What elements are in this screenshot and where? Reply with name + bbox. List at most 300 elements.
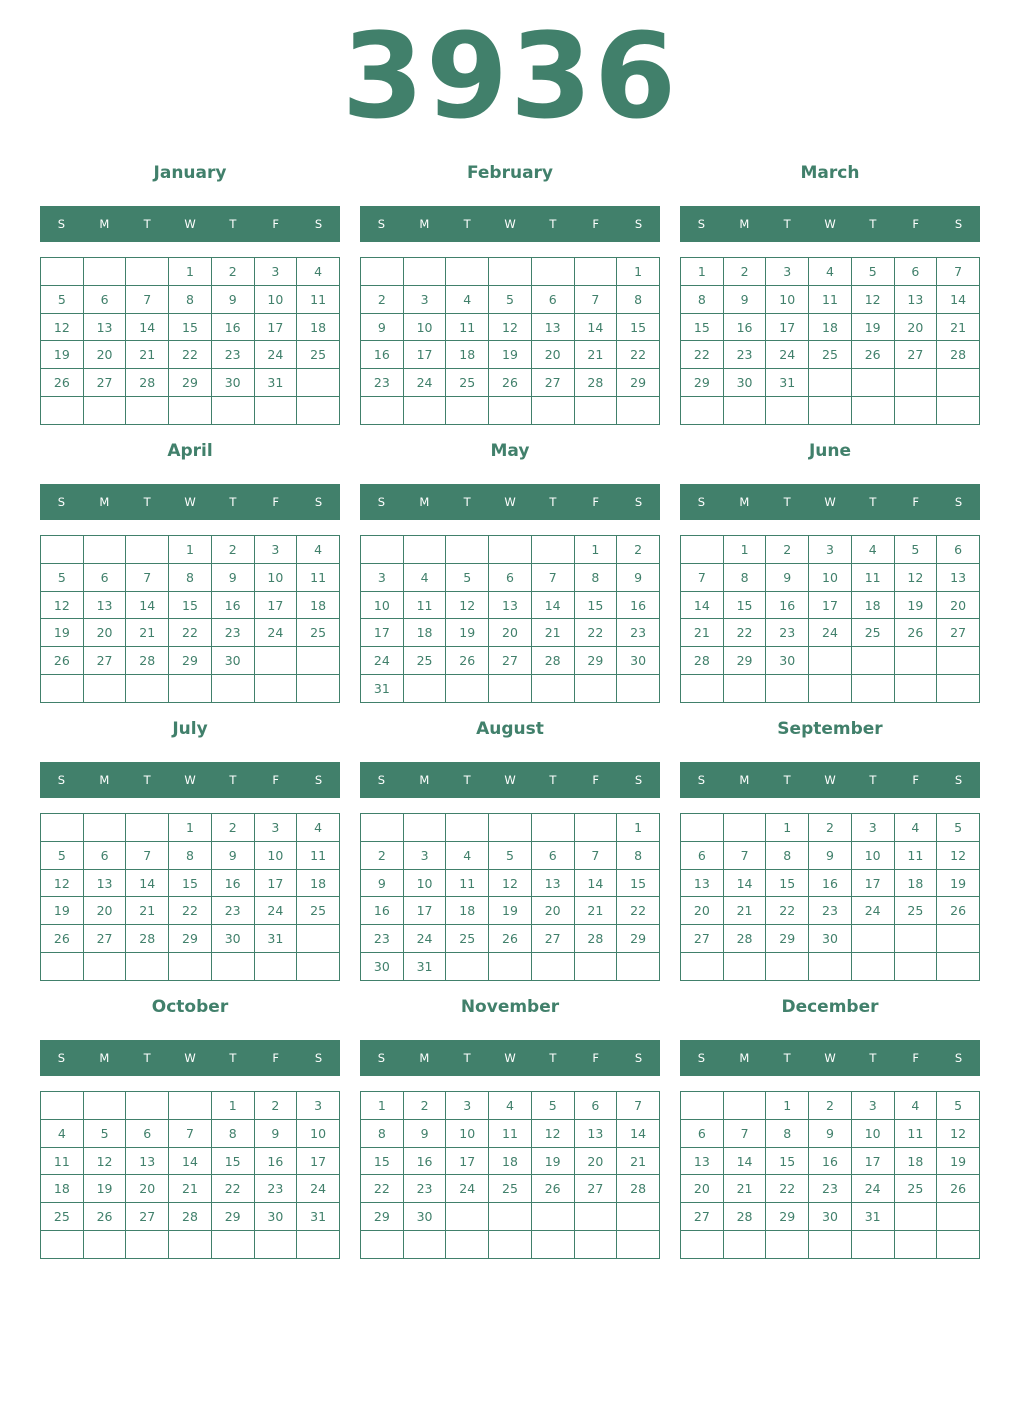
weekday-label: T [783, 217, 791, 231]
empty-cell [361, 1231, 404, 1259]
empty-cell [403, 814, 446, 842]
weekday-label: T [869, 495, 877, 509]
day-cell: 27 [489, 647, 532, 675]
empty-cell [169, 397, 212, 425]
day-cell: 14 [723, 869, 766, 897]
day-cell: 25 [894, 897, 937, 925]
day-cell: 23 [211, 341, 254, 369]
day-cell: 20 [489, 619, 532, 647]
empty-cell [937, 925, 980, 953]
week-row [361, 647, 660, 675]
weekday-header [680, 1040, 980, 1076]
empty-cell [617, 675, 660, 703]
day-cell: 16 [809, 1147, 852, 1175]
day-cell: 3 [403, 285, 446, 313]
weekday-label: F [272, 217, 280, 231]
day-cell: 20 [574, 1147, 617, 1175]
day-cell: 24 [254, 341, 297, 369]
day-grid [360, 1091, 660, 1259]
day-cell: 9 [361, 869, 404, 897]
week-row [361, 1147, 660, 1175]
weekday-label: T [869, 773, 877, 787]
day-cell: 14 [681, 591, 724, 619]
weekday-label: T [549, 495, 557, 509]
empty-cell [403, 258, 446, 286]
empty-cell [41, 1092, 84, 1120]
day-cell: 12 [894, 563, 937, 591]
empty-cell [681, 1231, 724, 1259]
empty-cell [937, 1203, 980, 1231]
day-cell: 28 [531, 647, 574, 675]
day-cell: 28 [723, 1203, 766, 1231]
month-name: August [476, 719, 544, 739]
day-cell: 9 [766, 563, 809, 591]
week-row [41, 675, 340, 703]
day-cell: 2 [211, 814, 254, 842]
week-row [361, 1175, 660, 1203]
day-cell: 12 [489, 869, 532, 897]
weekday-label: W [824, 773, 836, 787]
weekday-label: S [314, 217, 323, 231]
weekday-label: S [954, 217, 963, 231]
empty-cell [297, 1231, 340, 1259]
day-cell: 15 [361, 1147, 404, 1175]
day-cell: 9 [211, 285, 254, 313]
day-cell: 6 [681, 841, 724, 869]
day-cell: 24 [403, 925, 446, 953]
week-row [361, 675, 660, 703]
month-name: July [172, 719, 208, 739]
day-cell: 26 [41, 647, 84, 675]
day-cell: 13 [83, 313, 126, 341]
day-cell: 10 [403, 313, 446, 341]
day-cell: 25 [297, 897, 340, 925]
week-row [41, 1119, 340, 1147]
weekday-label: W [184, 773, 196, 787]
day-cell: 18 [489, 1147, 532, 1175]
day-cell: 3 [297, 1092, 340, 1120]
week-row [361, 591, 660, 619]
day-cell: 20 [126, 1175, 169, 1203]
empty-cell [211, 397, 254, 425]
day-cell: 27 [681, 1203, 724, 1231]
week-row [41, 369, 340, 397]
weekday-label: T [143, 773, 151, 787]
empty-cell [489, 953, 532, 981]
day-cell: 25 [403, 647, 446, 675]
week-row [681, 841, 980, 869]
day-cell: 4 [894, 1092, 937, 1120]
weekday-label: M [99, 1051, 110, 1065]
month-name: February [466, 163, 554, 183]
weekday-header [360, 762, 660, 798]
week-row [681, 369, 980, 397]
day-cell: 24 [851, 897, 894, 925]
day-cell: 16 [723, 313, 766, 341]
weekday-header [360, 1040, 660, 1076]
empty-cell [809, 397, 852, 425]
empty-cell [41, 258, 84, 286]
weekday-label: S [377, 773, 386, 787]
day-cell: 17 [254, 591, 297, 619]
day-cell: 11 [894, 1119, 937, 1147]
empty-cell [211, 1231, 254, 1259]
empty-cell [169, 675, 212, 703]
empty-cell [126, 258, 169, 286]
day-cell: 1 [169, 258, 212, 286]
weekday-label: S [377, 495, 386, 509]
day-cell: 14 [937, 285, 980, 313]
day-cell: 7 [937, 258, 980, 286]
week-row [681, 869, 980, 897]
empty-cell [617, 1231, 660, 1259]
weekday-header [360, 206, 660, 242]
day-cell: 28 [169, 1203, 212, 1231]
day-cell: 31 [254, 369, 297, 397]
day-cell: 2 [809, 1092, 852, 1120]
day-cell: 29 [169, 925, 212, 953]
empty-cell [531, 1203, 574, 1231]
day-cell: 19 [83, 1175, 126, 1203]
day-cell: 21 [126, 897, 169, 925]
day-cell: 30 [211, 647, 254, 675]
day-cell: 10 [361, 591, 404, 619]
week-row [681, 563, 980, 591]
day-cell: 29 [169, 369, 212, 397]
day-cell: 29 [169, 647, 212, 675]
empty-cell [681, 397, 724, 425]
month-name: November [460, 997, 560, 1017]
empty-cell [851, 925, 894, 953]
day-cell: 14 [126, 869, 169, 897]
day-grid [680, 257, 980, 425]
day-cell: 21 [723, 897, 766, 925]
day-cell: 29 [766, 925, 809, 953]
day-cell: 8 [169, 563, 212, 591]
day-cell: 18 [297, 591, 340, 619]
day-cell: 16 [211, 313, 254, 341]
day-cell: 9 [254, 1119, 297, 1147]
day-cell: 14 [126, 313, 169, 341]
day-cell: 28 [126, 925, 169, 953]
empty-cell [489, 1231, 532, 1259]
empty-cell [169, 1231, 212, 1259]
weekday-label: S [697, 495, 706, 509]
day-cell: 2 [211, 536, 254, 564]
day-cell: 8 [766, 1119, 809, 1147]
day-cell: 23 [617, 619, 660, 647]
empty-cell [937, 953, 980, 981]
day-cell: 9 [403, 1119, 446, 1147]
weekday-header [40, 484, 340, 520]
empty-cell [126, 397, 169, 425]
day-cell: 9 [723, 285, 766, 313]
empty-cell [851, 397, 894, 425]
week-row [41, 925, 340, 953]
weekday-label: T [869, 217, 877, 231]
empty-cell [531, 536, 574, 564]
day-cell: 15 [211, 1147, 254, 1175]
day-cell: 22 [766, 897, 809, 925]
week-row [361, 285, 660, 313]
empty-cell [681, 953, 724, 981]
day-cell: 13 [126, 1147, 169, 1175]
day-cell: 27 [531, 925, 574, 953]
week-row [361, 1231, 660, 1259]
day-cell: 17 [297, 1147, 340, 1175]
week-row [361, 536, 660, 564]
empty-cell [809, 369, 852, 397]
weekday-label: M [739, 1051, 750, 1065]
weekday-label: M [419, 217, 430, 231]
empty-cell [83, 397, 126, 425]
empty-cell [446, 1231, 489, 1259]
day-cell: 7 [574, 841, 617, 869]
empty-cell [617, 397, 660, 425]
day-cell: 5 [894, 536, 937, 564]
weekday-label: S [634, 217, 643, 231]
day-cell: 23 [361, 925, 404, 953]
weekday-label: M [419, 495, 430, 509]
weekday-header [680, 206, 980, 242]
day-cell: 30 [766, 647, 809, 675]
empty-cell [169, 953, 212, 981]
day-cell: 17 [361, 619, 404, 647]
day-cell: 29 [617, 369, 660, 397]
day-grid [360, 813, 660, 981]
day-cell: 25 [297, 619, 340, 647]
day-cell: 8 [617, 841, 660, 869]
day-cell: 2 [211, 258, 254, 286]
empty-cell [297, 675, 340, 703]
empty-cell [83, 258, 126, 286]
month-name: January [153, 163, 227, 183]
day-cell: 4 [41, 1119, 84, 1147]
empty-cell [403, 397, 446, 425]
empty-cell [937, 369, 980, 397]
day-cell: 18 [809, 313, 852, 341]
week-row [41, 397, 340, 425]
day-cell: 30 [809, 1203, 852, 1231]
day-cell: 2 [723, 258, 766, 286]
day-cell: 5 [41, 841, 84, 869]
day-cell: 17 [403, 341, 446, 369]
day-cell: 4 [489, 1092, 532, 1120]
weekday-label: T [549, 217, 557, 231]
empty-cell [126, 953, 169, 981]
empty-cell [809, 675, 852, 703]
day-cell: 1 [617, 814, 660, 842]
day-cell: 30 [809, 925, 852, 953]
day-cell: 13 [937, 563, 980, 591]
weekday-label: M [99, 773, 110, 787]
day-cell: 14 [574, 313, 617, 341]
day-cell: 6 [894, 258, 937, 286]
weekday-label: F [592, 217, 600, 231]
day-cell: 24 [361, 647, 404, 675]
day-cell: 24 [766, 341, 809, 369]
empty-cell [489, 258, 532, 286]
day-cell: 31 [297, 1203, 340, 1231]
day-cell: 30 [361, 953, 404, 981]
day-cell: 19 [894, 591, 937, 619]
day-cell: 19 [41, 619, 84, 647]
day-cell: 28 [681, 647, 724, 675]
day-cell: 25 [446, 925, 489, 953]
day-cell: 11 [851, 563, 894, 591]
weekday-label: W [824, 217, 836, 231]
empty-cell [894, 675, 937, 703]
day-cell: 21 [531, 619, 574, 647]
day-cell: 22 [211, 1175, 254, 1203]
day-cell: 24 [403, 369, 446, 397]
day-cell: 3 [361, 563, 404, 591]
week-row [361, 341, 660, 369]
day-cell: 4 [403, 563, 446, 591]
week-row [681, 814, 980, 842]
weekday-label: M [419, 773, 430, 787]
week-row [681, 341, 980, 369]
day-cell: 20 [681, 897, 724, 925]
weekday-label: S [954, 1051, 963, 1065]
empty-cell [254, 1231, 297, 1259]
week-row [681, 285, 980, 313]
day-cell: 3 [766, 258, 809, 286]
day-grid [40, 1091, 340, 1259]
empty-cell [723, 1231, 766, 1259]
weekday-label: W [504, 217, 516, 231]
empty-cell [297, 397, 340, 425]
day-cell: 27 [83, 647, 126, 675]
day-cell: 4 [297, 814, 340, 842]
day-cell: 19 [851, 313, 894, 341]
day-cell: 26 [894, 619, 937, 647]
day-cell: 4 [894, 814, 937, 842]
week-row [361, 258, 660, 286]
empty-cell [681, 536, 724, 564]
day-cell: 19 [41, 341, 84, 369]
week-row [681, 258, 980, 286]
empty-cell [446, 536, 489, 564]
day-cell: 22 [681, 341, 724, 369]
empty-cell [617, 1203, 660, 1231]
day-cell: 16 [809, 869, 852, 897]
empty-cell [937, 397, 980, 425]
day-cell: 26 [489, 369, 532, 397]
day-cell: 3 [851, 814, 894, 842]
day-cell: 3 [446, 1092, 489, 1120]
day-cell: 4 [297, 536, 340, 564]
day-cell: 16 [617, 591, 660, 619]
day-cell: 5 [489, 285, 532, 313]
day-cell: 10 [297, 1119, 340, 1147]
day-grid [680, 535, 980, 703]
day-cell: 8 [723, 563, 766, 591]
empty-cell [361, 814, 404, 842]
day-cell: 26 [531, 1175, 574, 1203]
day-cell: 13 [83, 869, 126, 897]
week-row [41, 341, 340, 369]
day-cell: 5 [41, 285, 84, 313]
day-cell: 27 [83, 925, 126, 953]
day-cell: 18 [41, 1175, 84, 1203]
day-cell: 3 [403, 841, 446, 869]
day-cell: 15 [617, 869, 660, 897]
empty-cell [489, 1203, 532, 1231]
day-cell: 21 [723, 1175, 766, 1203]
day-cell: 16 [361, 341, 404, 369]
week-row [681, 313, 980, 341]
weekday-label: F [912, 1051, 920, 1065]
empty-cell [446, 258, 489, 286]
empty-cell [489, 397, 532, 425]
day-cell: 4 [809, 258, 852, 286]
day-cell: 23 [809, 1175, 852, 1203]
day-cell: 11 [41, 1147, 84, 1175]
empty-cell [531, 397, 574, 425]
day-cell: 1 [211, 1092, 254, 1120]
day-cell: 7 [126, 285, 169, 313]
day-cell: 5 [41, 563, 84, 591]
weekday-label: M [739, 217, 750, 231]
empty-cell [851, 369, 894, 397]
day-cell: 20 [83, 619, 126, 647]
day-cell: 10 [851, 841, 894, 869]
day-cell: 28 [126, 369, 169, 397]
week-row [681, 897, 980, 925]
empty-cell [254, 397, 297, 425]
weekday-header [680, 762, 980, 798]
empty-cell [83, 814, 126, 842]
day-cell: 23 [211, 897, 254, 925]
day-cell: 8 [361, 1119, 404, 1147]
day-cell: 18 [851, 591, 894, 619]
weekday-label: S [57, 1051, 66, 1065]
empty-cell [574, 953, 617, 981]
day-cell: 14 [723, 1147, 766, 1175]
weekday-label: T [463, 217, 471, 231]
week-row [681, 591, 980, 619]
day-cell: 23 [809, 897, 852, 925]
day-cell: 19 [489, 341, 532, 369]
week-row [41, 536, 340, 564]
day-cell: 18 [446, 341, 489, 369]
day-cell: 10 [403, 869, 446, 897]
day-cell: 24 [446, 1175, 489, 1203]
empty-cell [126, 675, 169, 703]
day-cell: 31 [403, 953, 446, 981]
day-cell: 10 [446, 1119, 489, 1147]
week-row [681, 1175, 980, 1203]
week-row [361, 953, 660, 981]
day-cell: 21 [126, 619, 169, 647]
day-cell: 31 [361, 675, 404, 703]
day-cell: 16 [403, 1147, 446, 1175]
weekday-label: F [592, 1051, 600, 1065]
week-row [41, 591, 340, 619]
week-row [681, 675, 980, 703]
day-cell: 12 [489, 313, 532, 341]
empty-cell [574, 1231, 617, 1259]
day-cell: 2 [766, 536, 809, 564]
empty-cell [766, 1231, 809, 1259]
day-cell: 9 [809, 1119, 852, 1147]
week-row [361, 619, 660, 647]
weekday-label: S [57, 773, 66, 787]
day-cell: 28 [937, 341, 980, 369]
day-cell: 21 [574, 897, 617, 925]
empty-cell [937, 675, 980, 703]
